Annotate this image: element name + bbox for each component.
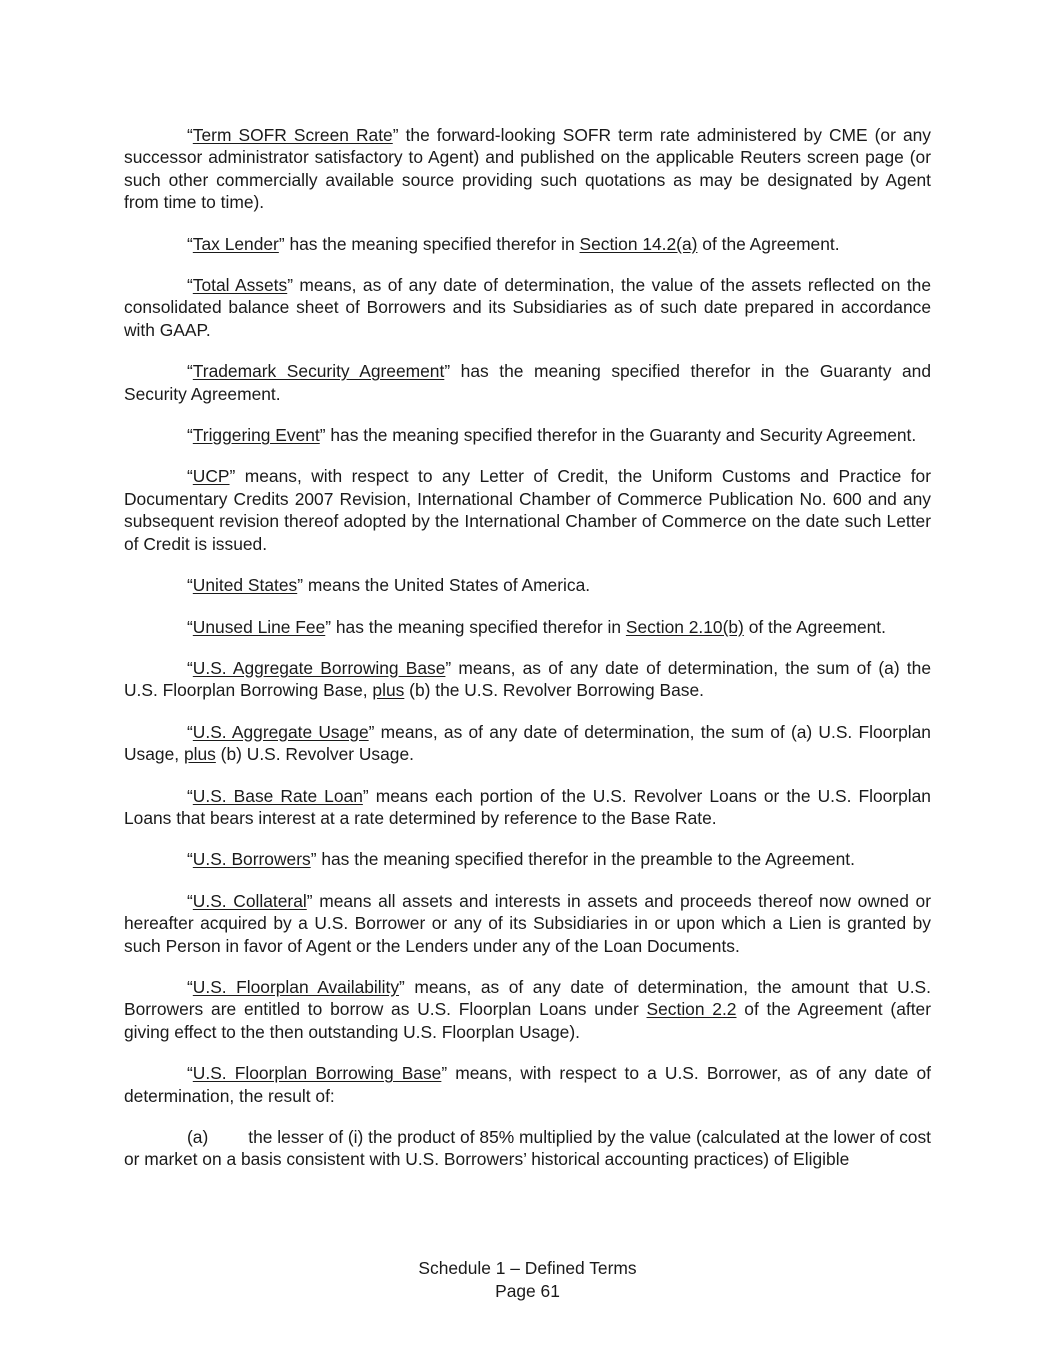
- underlined-term: UCP: [192, 466, 230, 487]
- definition-text: ” means, as of any date of determination, the sum of (a) U.S. Floorplan Usage,: [124, 721, 931, 765]
- underlined-term: U.S. Floorplan Availability: [192, 976, 400, 997]
- definition-paragraph: [124, 360, 931, 405]
- definition-text: ” means, as of any date of determination, the value of the assets reflected on the consolidated balance sheet of Borrowers and its Subsidiaries as of such date prepared in accordance with GAAP.: [124, 275, 931, 340]
- definition-paragraph: [124, 976, 931, 1043]
- underlined-term: Section 2.2: [646, 999, 737, 1020]
- definition-text: ” the forward-looking SOFR term rate administered by CME (or any successor administrator satisfactory to Agent) and published on the applicable Reuters screen page (or such other commercially available source providing such quotations as may be designated by Agent from time to time).: [124, 125, 931, 213]
- underlined-term: Unused Line Fee: [192, 616, 326, 637]
- definition-text: “: [187, 976, 193, 997]
- underlined-term: U.S. Aggregate Borrowing Base: [192, 657, 446, 678]
- underlined-term: U.S. Borrowers: [192, 849, 311, 870]
- definition-text: ” has the meaning specified therefor in the Guaranty and Security Agreement.: [124, 361, 932, 404]
- page-footer: [0, 1257, 1055, 1303]
- definition-paragraph: [124, 657, 931, 702]
- definition-text: (b) U.S. Revolver Usage.: [215, 744, 414, 765]
- underlined-term: U.S. Base Rate Loan: [192, 785, 363, 806]
- underlined-term: U.S. Aggregate Usage: [192, 721, 369, 742]
- document-body: [124, 124, 931, 1190]
- underlined-term: Term SOFR Screen Rate: [192, 125, 393, 145]
- definition-paragraph: [124, 890, 931, 957]
- underlined-term: U.S. Collateral: [192, 890, 307, 911]
- definition-text: ” means all assets and interests in assets and proceeds thereof now owned or hereafter acquired by a U.S. Borrower or any of its Subsidiaries in or upon which a Lien is granted by such Person in favor of Agent or the Lenders under any of the Loan Documents.: [124, 890, 931, 956]
- subclause-a: [124, 1126, 931, 1171]
- definition-paragraph: [124, 785, 931, 830]
- underlined-term: Total Assets: [192, 275, 288, 296]
- underlined-term: plus: [183, 744, 216, 765]
- underlined-term: plus: [372, 680, 405, 701]
- definition-text: “: [187, 125, 193, 145]
- underlined-term: United States: [192, 575, 298, 596]
- underlined-term: Triggering Event: [192, 425, 320, 446]
- definition-text: of the Agreement.: [697, 233, 840, 254]
- definition-text: ” has the meaning specified therefor in: [325, 616, 626, 637]
- definition-paragraph: [124, 465, 931, 555]
- definition-text: “: [187, 849, 193, 870]
- definition-text: “: [187, 616, 193, 637]
- definition-text: “: [187, 785, 193, 806]
- definition-text: “: [187, 657, 193, 678]
- underlined-term: Section 2.10(b): [625, 616, 744, 637]
- definition-text: ” has the meaning specified therefor in the Guaranty and Security Agreement.: [319, 425, 917, 446]
- definition-paragraph: [124, 574, 931, 596]
- definition-text: ” has the meaning specified therefor in: [278, 233, 580, 254]
- definition-text: of the Agreement (after giving effect to the then outstanding U.S. Floorplan Usage).: [124, 999, 931, 1042]
- definition-text: “: [187, 721, 193, 742]
- definition-text: “: [187, 1063, 193, 1084]
- underlined-term: Section 14.2(a): [579, 233, 698, 254]
- definition-text: “: [187, 575, 193, 596]
- definition-paragraph: [124, 233, 931, 255]
- definition-text: “: [187, 425, 193, 446]
- subclause-text: the lesser of (i) the product of 85% multiplied by the value (calculated at the lower of cost or market on a basis consistent with U.S. Borrowers’ historical accounting practices) of Eligible: [124, 1127, 931, 1170]
- definition-text: ” has the meaning specified therefor in the preamble to the Agreement.: [310, 849, 855, 870]
- definition-text: “: [187, 233, 193, 254]
- underlined-term: Trademark Security Agreement: [192, 361, 445, 382]
- definition-text: ” means, with respect to any Letter of Credit, the Uniform Customs and Practice for Documentary Credits 2007 Revision, International Chamber of Commerce Publication No. 600 and any subsequent revision thereof adopted by the International Chamber of Commerce on the date such Letter of Credit is issued.: [124, 466, 931, 554]
- definition-text: ” means each portion of the U.S. Revolver Loans or the U.S. Floorplan Loans that bears interest at a rate determined by reference to the Base Rate.: [124, 785, 931, 828]
- footer-page-number: Page 61: [495, 1281, 560, 1301]
- subclause-label: (a): [187, 1127, 209, 1147]
- definition-text: of the Agreement.: [743, 616, 886, 637]
- definitions-list: [124, 124, 931, 1107]
- definition-paragraph: [124, 424, 931, 446]
- definition-paragraph: [124, 616, 931, 638]
- definition-text: “: [187, 361, 193, 382]
- definition-paragraph: [124, 124, 931, 214]
- definition-text: ” means, as of any date of determination, the amount that U.S. Borrowers are entitled to borrow as U.S. Floorplan Loans under: [124, 976, 931, 1020]
- definition-paragraph: [124, 274, 931, 341]
- definition-paragraph: [124, 721, 931, 766]
- definition-text: (b) the U.S. Revolver Borrowing Base.: [404, 680, 704, 701]
- footer-schedule: Schedule 1 – Defined Terms: [418, 1258, 637, 1278]
- definition-text: ” means, with respect to a U.S. Borrower, as of any date of determination, the result of:: [124, 1063, 932, 1106]
- definition-text: ” means the United States of America.: [297, 575, 591, 596]
- definition-text: “: [187, 890, 193, 911]
- definition-paragraph: [124, 848, 931, 870]
- underlined-term: Tax Lender: [192, 233, 279, 254]
- definition-paragraph: [124, 1062, 931, 1107]
- underlined-term: U.S. Floorplan Borrowing Base: [192, 1063, 442, 1084]
- definition-text: ” means, as of any date of determination, the sum of (a) the U.S. Floorplan Borrowing Base,: [124, 657, 931, 701]
- definition-text: “: [187, 275, 193, 296]
- definition-text: “: [187, 466, 193, 487]
